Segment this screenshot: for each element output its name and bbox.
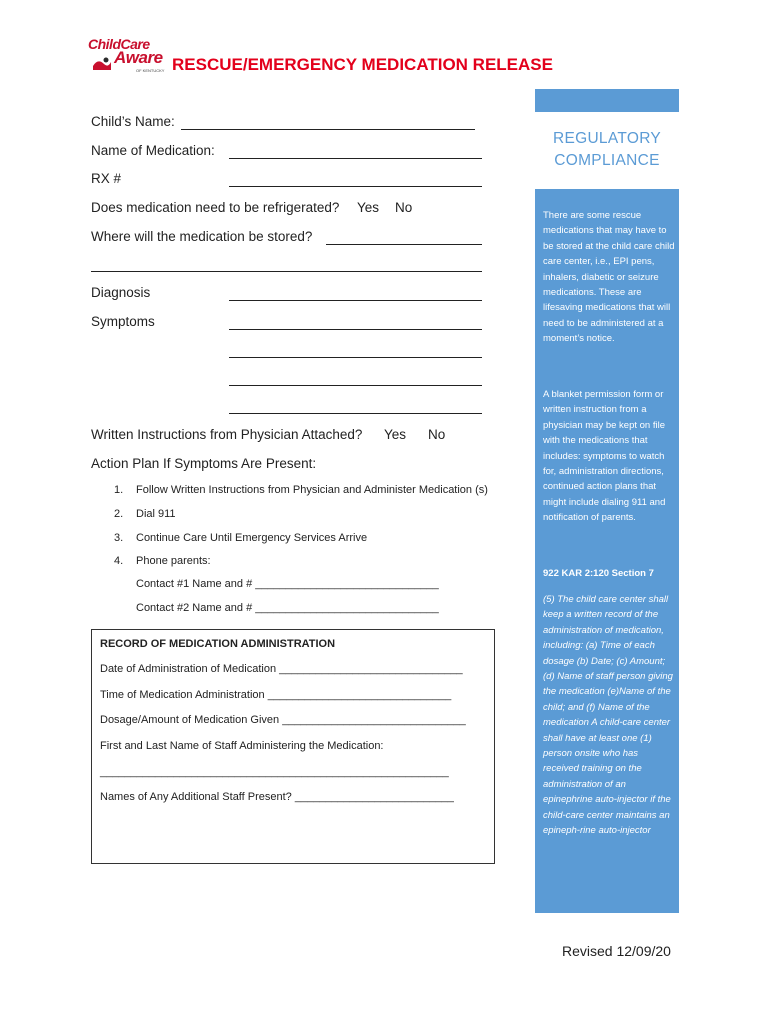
childs-name-field[interactable] [181,129,475,130]
record-date-field[interactable]: Date of Administration of Medication ______________________________ [100,663,463,675]
logo-line2: Aware [114,48,163,67]
symptoms-label: Symptoms [91,314,155,329]
record-staff-label: First and Last Name of Staff Administering the Medication: [100,740,384,752]
rx-label: RX # [91,171,122,186]
sidebar-header-bar [535,89,679,112]
childcare-aware-logo [88,34,168,78]
step-number: 2. [114,508,124,520]
medication-name-label: Name of Medication: [91,143,215,158]
contact2-field[interactable]: Contact #2 Name and # ______________________________ [136,602,439,614]
step-text: Continue Care Until Emergency Services Arrive [136,532,368,544]
action-plan-label: Action Plan If Symptoms Are Present: [91,456,317,471]
written-instructions-no-option[interactable]: No [428,427,446,442]
symptoms-field[interactable] [229,329,482,330]
record-of-administration-box [91,629,495,864]
record-staff-field[interactable]: _________________________________________________________ [100,766,449,778]
record-additional-staff-field[interactable]: Names of Any Additional Staff Present? __________________________ [100,791,454,803]
written-instructions-yes-option[interactable]: Yes [384,427,407,442]
logo-line1: ChildCare [88,36,150,52]
storage-label: Where will the medication be stored? [91,229,313,244]
step-number: 1. [114,484,124,496]
rx-field[interactable] [229,186,482,187]
step-text: Phone parents: [136,555,211,567]
refrigerated-label: Does medication need to be refrigerated? [91,200,340,215]
record-dosage-field[interactable]: Dosage/Amount of Medication Given ______________________________ [100,714,466,726]
step-number: 3. [114,532,124,544]
refrigerated-yes-option[interactable]: Yes [357,200,380,215]
sidebar-paragraph-2: A blanket permission form or written instruction from a physician may be kept on file with the medications that includes: symptoms to watch for, administration directions, continued action plans that might include dialing 911 and notification of parents. [543,389,666,524]
revised-date: Revised 12/09/20 [562,943,671,959]
step-number: 4. [114,555,124,567]
diagnosis-label: Diagnosis [91,285,151,300]
page-title: RESCUE/EMERGENCY MEDICATION RELEASE [172,55,553,74]
sidebar-heading [535,128,679,172]
diagnosis-field[interactable] [229,300,482,301]
childs-name-label: Child’s Name: [91,114,175,129]
logo-line3: OF KENTUCKY [136,68,165,73]
refrigerated-no-option[interactable]: No [395,200,413,215]
contact1-field[interactable]: Contact #1 Name and # ______________________________ [136,578,439,590]
logo-hands-icon [92,56,112,72]
sidebar-heading-line2: COMPLIANCE [554,152,660,169]
sidebar-paragraph-1: There are some rescue medications that may have to be stored at the child care child care center, i.e., EPI pens, inhalers, diabetic or seizure medications. These are lifesaving medications that will need to be administered at a moment’s notice. [543,210,675,345]
storage-field[interactable] [326,244,482,245]
symptoms-field-line2[interactable] [229,357,482,358]
storage-field-line2[interactable] [91,271,482,272]
symptoms-field-line3[interactable] [229,385,482,386]
record-time-field[interactable]: Time of Medication Administration ______________________________ [100,689,452,701]
record-title: RECORD OF MEDICATION ADMINISTRATION [100,638,336,650]
step-text: Follow Written Instructions from Physician and Administer Medication (s) [136,484,488,496]
sidebar-regulation: 922 KAR 2:120 Section 7 [543,568,654,579]
symptoms-field-line4[interactable] [229,413,482,414]
step-text: Dial 911 [136,508,176,520]
sidebar-paragraph-3: (5) The child care center shall keep a written record of the administration of medication, including: (a) Time of each dosage (b) Date; (c) Amount; (d) Name of staff person giving the medication (e)Name of the child; and (f) Name of the medication A child-care center shall have at least one (1) person onsite who has received training on the administration of an epinephrine auto-injector if the child-care center maintains an epineph-rine auto-injector [543,594,673,837]
sidebar-heading-line1: REGULATORY [552,130,662,147]
medication-name-field[interactable] [229,158,482,159]
written-instructions-label: Written Instructions from Physician Attached? [91,427,363,442]
